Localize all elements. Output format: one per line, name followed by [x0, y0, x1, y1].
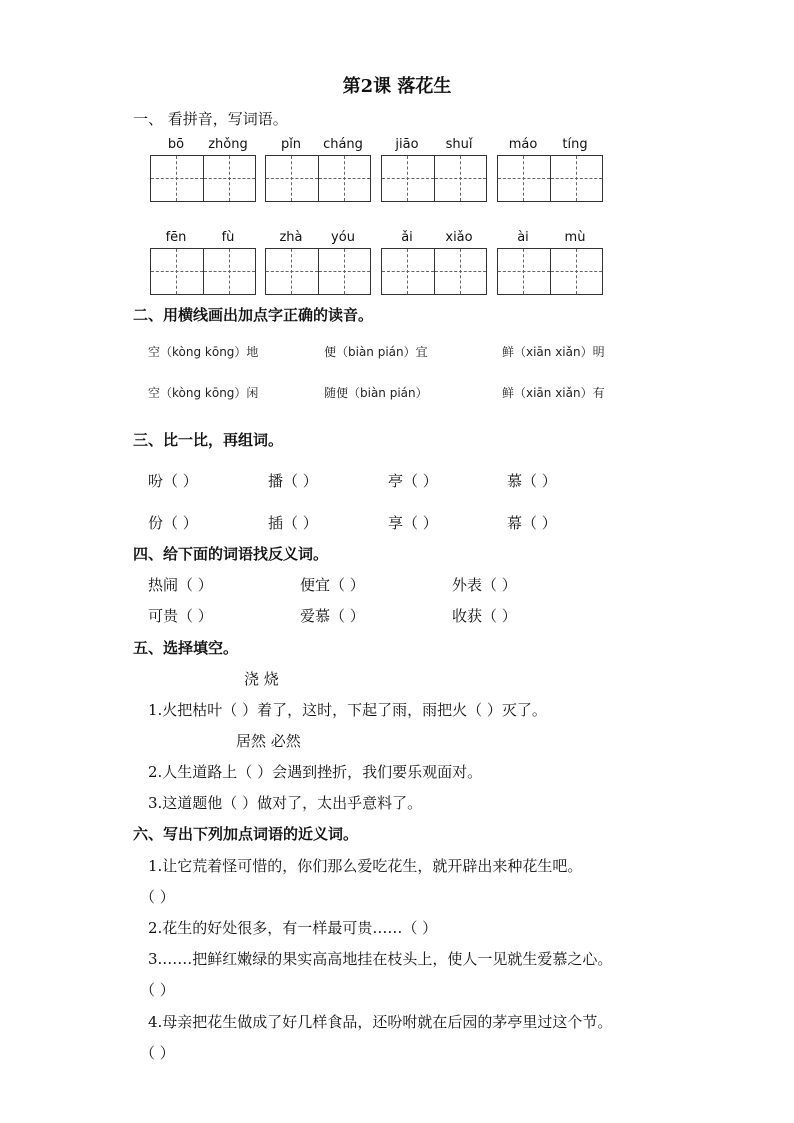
s6-answer-3: （ ）	[140, 981, 175, 999]
grid-cell[interactable]	[498, 249, 550, 294]
writing-grid[interactable]	[265, 248, 371, 295]
writing-grid[interactable]	[497, 155, 603, 202]
grid-cell[interactable]	[266, 249, 318, 294]
writing-grid[interactable]	[150, 248, 256, 295]
pinyin-syllable: bō	[167, 137, 185, 152]
s2-item: 空（kòng kōng）闲	[148, 386, 259, 400]
section-4-heading: 四、给下面的词语找反义词。	[133, 545, 329, 563]
grid-cell[interactable]	[550, 156, 602, 201]
s3-item: 享（ ）	[388, 514, 438, 532]
pinyin-syllable: fù	[221, 230, 235, 245]
s5-choice-1: 浇 烧	[244, 670, 279, 688]
s2-item: 鲜（xiān xiǎn）有	[502, 386, 605, 400]
pinyin-syllable: ài	[517, 230, 529, 245]
section-1-heading: 一、 看拼音，写词语。	[133, 110, 288, 128]
section-6-heading: 六、写出下列加点词语的近义词。	[133, 825, 359, 843]
pinyin-syllable: tíng	[562, 137, 588, 152]
grid-cell[interactable]	[550, 249, 602, 294]
s4-item: 外表（ ）	[452, 576, 517, 594]
grid-cell[interactable]	[266, 156, 318, 201]
pinyin-syllable: jiāo	[395, 137, 419, 152]
s6-question-3: 3.……把鲜红嫩绿的果实高高地挂在枝头上，使人一见就生爱慕之心。	[148, 950, 613, 968]
grid-cell[interactable]	[203, 249, 255, 294]
s4-item: 便宜（ ）	[300, 576, 365, 594]
grid-cell[interactable]	[434, 249, 486, 294]
s4-item: 爱慕（ ）	[300, 607, 365, 625]
s3-item: 亭（ ）	[388, 472, 438, 490]
pinyin-syllable: zhǒng	[208, 137, 248, 152]
s6-question-4: 4.母亲把花生做成了好几样食品，还吩咐就在后园的茅亭里过这个节。	[148, 1013, 613, 1031]
pinyin-syllable: mù	[564, 230, 586, 245]
pinyin-syllable: xiǎo	[445, 230, 473, 245]
grid-cell[interactable]	[382, 156, 434, 201]
s5-choice-2: 居然 必然	[236, 732, 301, 750]
pinyin-syllable: zhà	[279, 230, 303, 245]
page-title: 第2课 落花生	[342, 76, 452, 97]
s6-answer-4: （ ）	[140, 1044, 175, 1062]
pinyin-syllable: yóu	[331, 230, 355, 245]
grid-cell[interactable]	[203, 156, 255, 201]
s4-item: 可贵（ ）	[148, 607, 213, 625]
grid-cell[interactable]	[318, 249, 370, 294]
s6-question-1: 1.让它荒着怪可惜的，你们那么爱吃花生，就开辟出来种花生吧。	[148, 857, 583, 875]
s2-item: 便（biàn pián）宜	[324, 345, 428, 359]
s3-item: 幕（ ）	[507, 514, 557, 532]
grid-cell[interactable]	[498, 156, 550, 201]
pinyin-syllable: máo	[508, 137, 538, 152]
grid-cell[interactable]	[151, 249, 203, 294]
section-5-heading: 五、选择填空。	[133, 639, 239, 657]
s3-item: 慕（ ）	[507, 472, 557, 490]
s3-item: 份（ ）	[148, 514, 198, 532]
writing-grid[interactable]	[150, 155, 256, 202]
writing-grid[interactable]	[381, 248, 487, 295]
section-3-heading: 三、比一比，再组词。	[133, 431, 284, 449]
pinyin-syllable: cháng	[323, 137, 363, 152]
s5-question-1: 1.火把枯叶（ ）着了，这时，下起了雨，雨把火（ ）灭了。	[148, 701, 547, 719]
s5-question-3: 3.这道题他（ ）做对了，太出乎意料了。	[148, 794, 423, 812]
section-2-heading: 二、用横线画出加点字正确的读音。	[133, 306, 374, 324]
grid-cell[interactable]	[434, 156, 486, 201]
s3-item: 吩（ ）	[148, 472, 198, 490]
s4-item: 收获（ ）	[452, 607, 517, 625]
s2-item: 随便（biàn pián）	[324, 386, 428, 400]
s2-item: 鲜（xiān xiǎn）明	[502, 345, 605, 359]
pinyin-syllable: fēn	[165, 230, 187, 245]
s4-item: 热闹（ ）	[148, 576, 213, 594]
pinyin-syllable: ǎi	[401, 230, 413, 245]
s2-item: 空（kòng kōng）地	[148, 345, 259, 359]
pinyin-syllable: shuǐ	[445, 137, 473, 152]
grid-cell[interactable]	[318, 156, 370, 201]
s3-item: 播（ ）	[268, 472, 318, 490]
writing-grid[interactable]	[381, 155, 487, 202]
s3-item: 插（ ）	[268, 514, 318, 532]
writing-grid[interactable]	[497, 248, 603, 295]
grid-cell[interactable]	[151, 156, 203, 201]
s6-question-2: 2.花生的好处很多，有一样最可贵……（ ）	[148, 919, 438, 937]
s5-question-2: 2.人生道路上（ ）会遇到挫折，我们要乐观面对。	[148, 763, 483, 781]
pinyin-syllable: pǐn	[280, 137, 302, 152]
writing-grid[interactable]	[265, 155, 371, 202]
grid-cell[interactable]	[382, 249, 434, 294]
s6-answer-1: （ ）	[140, 888, 175, 906]
